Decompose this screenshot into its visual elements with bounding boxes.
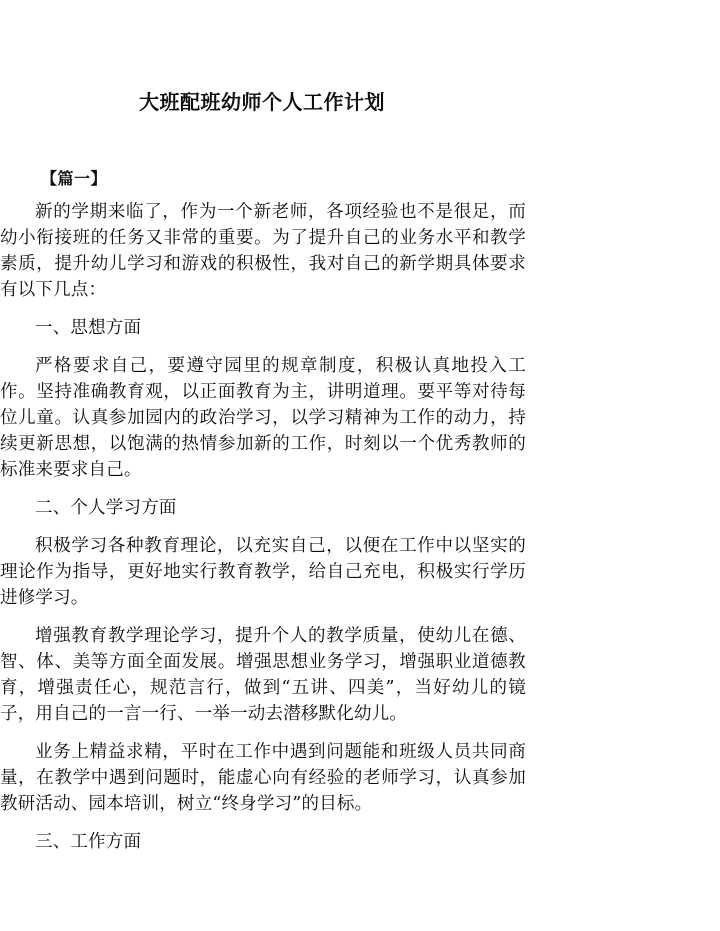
section-tag: 【篇一】 (41, 169, 108, 188)
section-heading: 一、思想方面 (35, 318, 142, 338)
section-heading: 三、工作方面 (35, 832, 142, 852)
body-paragraph: 增强教育教学理论学习，提升个人的教学质量，使幼儿在德、智、体、美等方面全面发展。增强思想业务学习，增强职业道德教育，增强责任心，规范言行，做到“五讲、四美”，当好幼儿的镜子，用自己的一言一行、一举一动去潜移默化幼儿。 (0, 626, 526, 724)
body-paragraph: 积极学习各种教育理论，以充实自己，以便在工作中以坚实的理论作为指导，更好地实行教育教学，给自己充电，积极实行学历进修学习。 (0, 536, 526, 608)
page-title: 大班配班幼师个人工作计划 (139, 90, 385, 114)
body-paragraph: 新的学期来临了，作为一个新老师，各项经验也不是很足，而幼小衔接班的任务又非常的重要。为了提升自己的业务水平和教学素质，提升幼儿学习和游戏的积极性，我对自己的新学期具体要求有以下几点： (0, 202, 526, 300)
body-paragraph: 业务上精益求精，平时在工作中遇到问题能和班级人员共同商量，在教学中遇到问题时，能虚心向有经验的老师学习，认真参加教研活动、园本培训，树立“终身学习”的目标。 (0, 742, 526, 814)
section-heading: 二、个人学习方面 (35, 498, 177, 518)
body-paragraph: 严格要求自己，要遵守园里的规章制度，积极认真地投入工作。坚持准确教育观，以正面教育为主，讲明道理。要平等对待每位儿童。认真参加园内的政治学习，以学习精神为工作的动力，持续更新思想，以饱满的热情参加新的工作，时刻以一个优秀教师的标准来要求自己。 (0, 356, 526, 480)
document-content (0, 199, 526, 855)
